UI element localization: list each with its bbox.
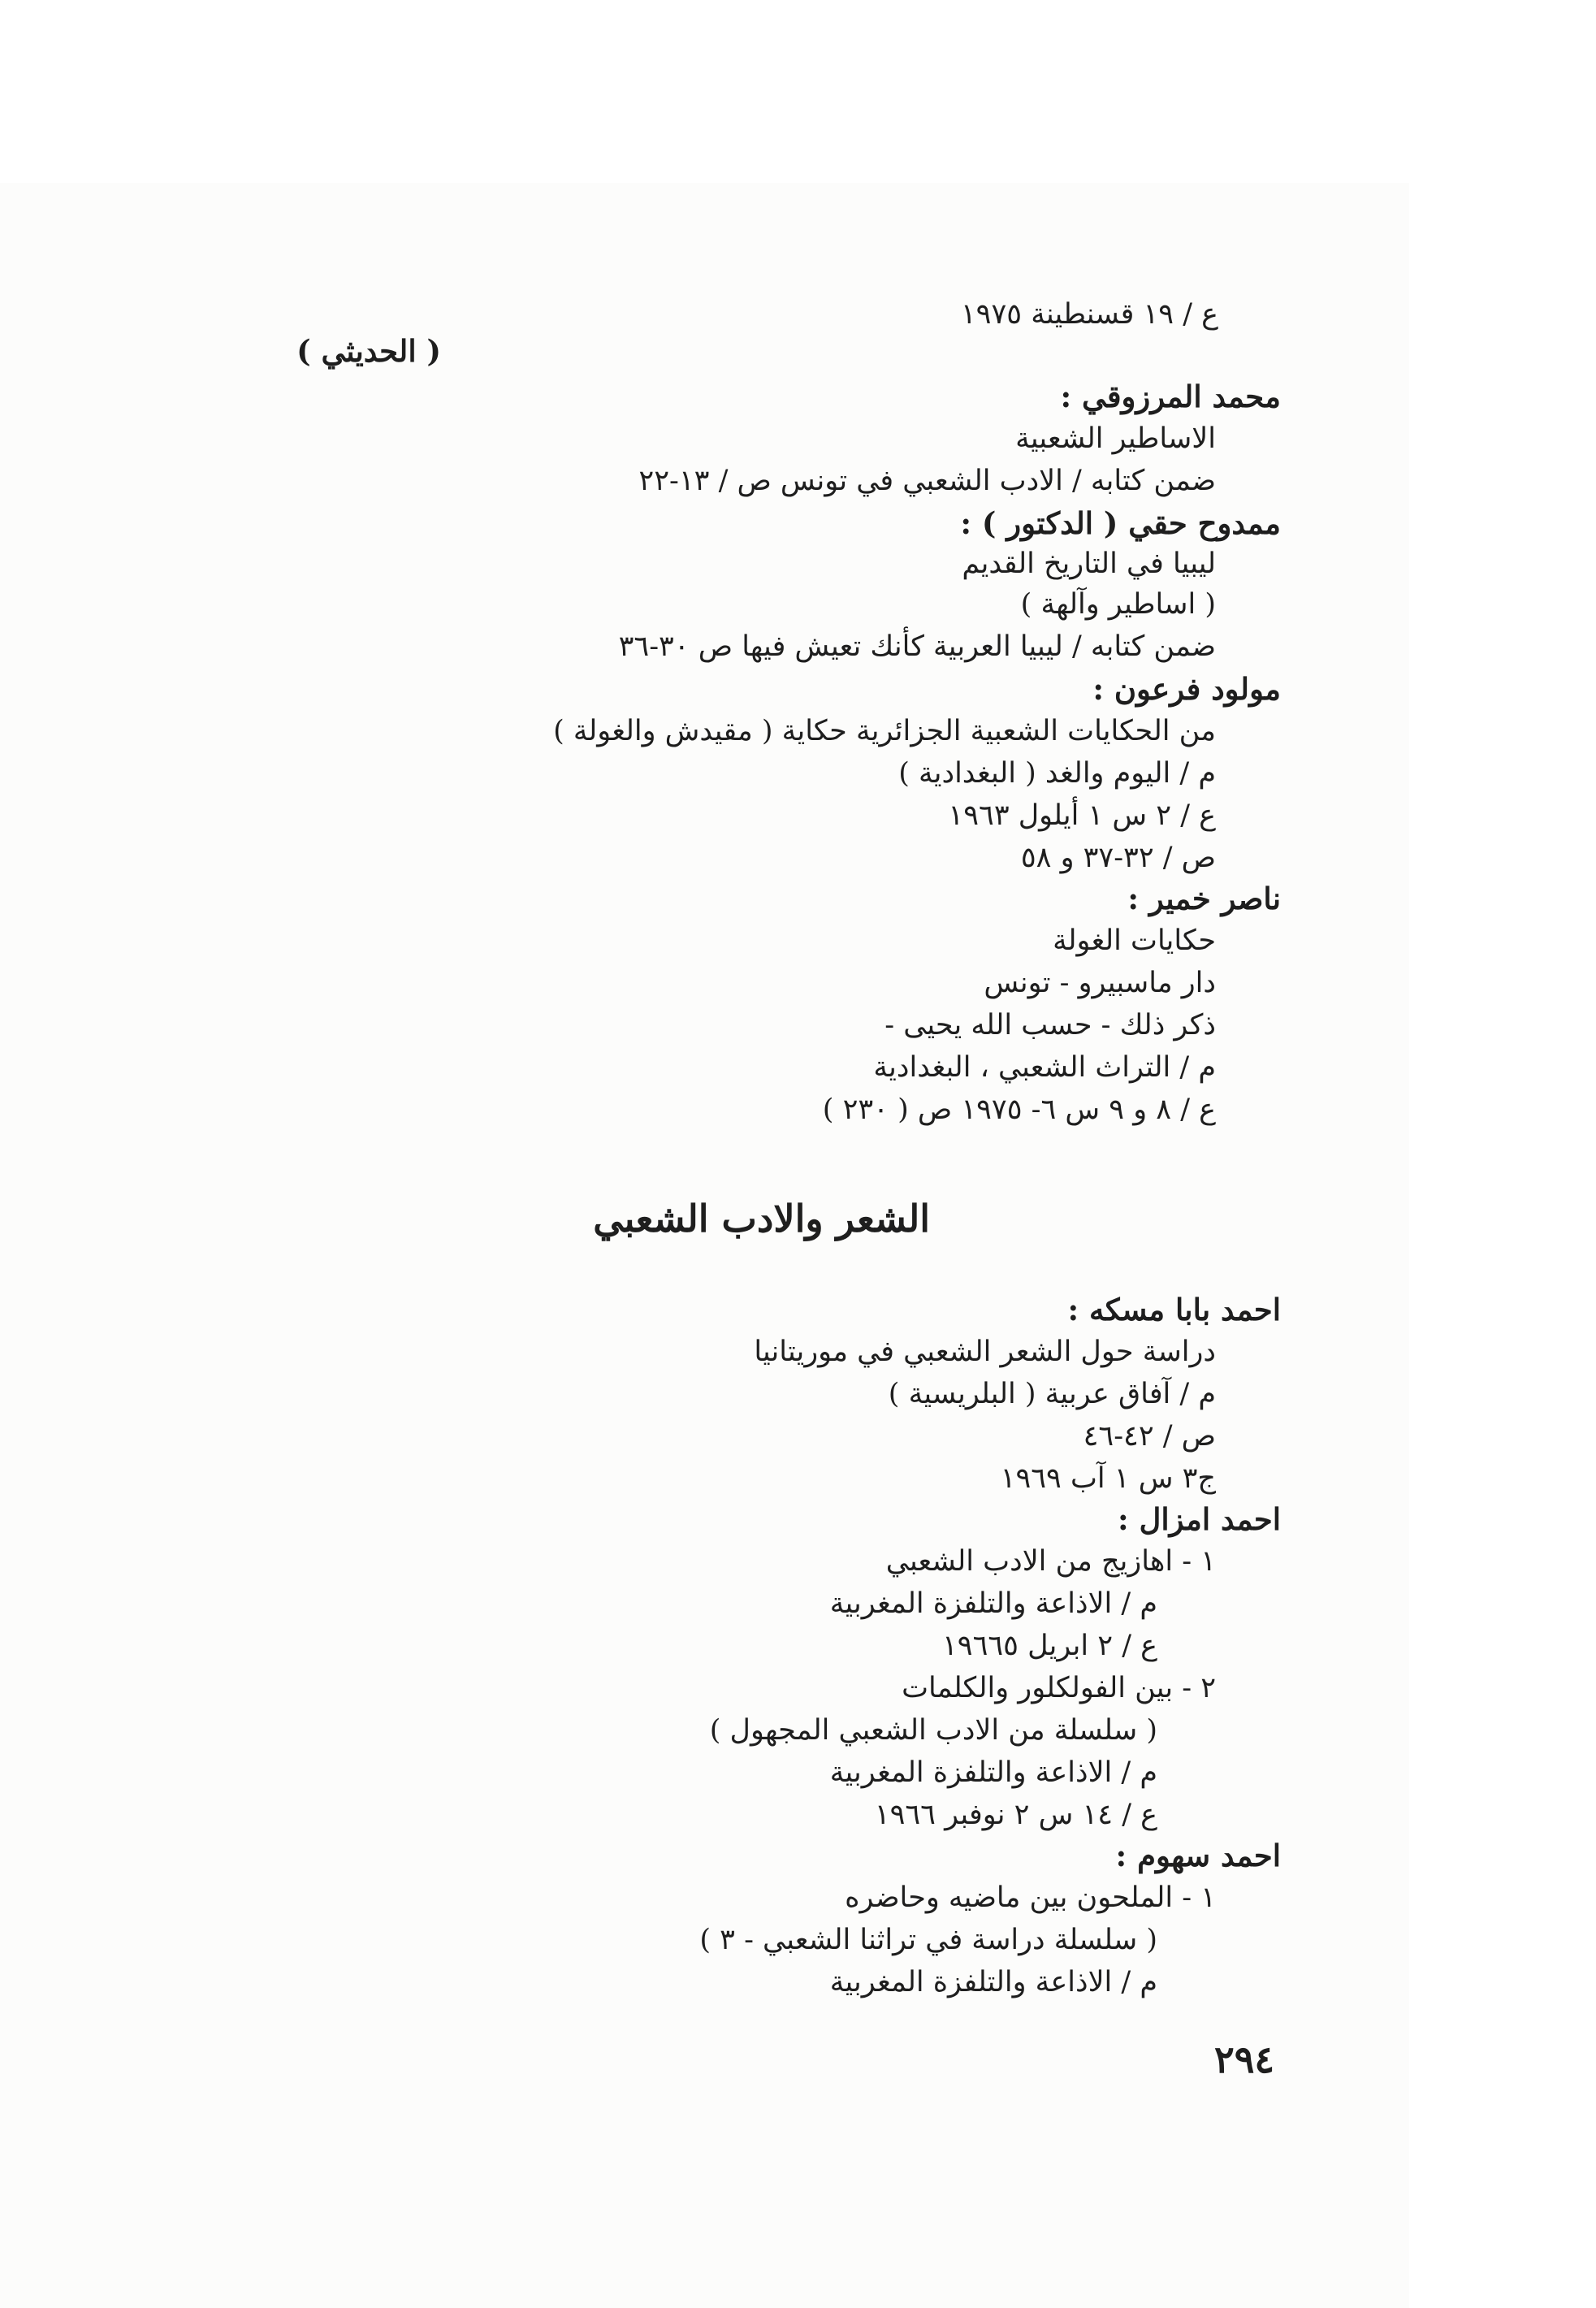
entry-line: م / آفاق عربية ( البلريسية ) <box>888 1378 1216 1410</box>
entry-line: الاساطير الشعبية <box>1015 422 1216 455</box>
entry-author: ناصر خمير : <box>1127 881 1281 916</box>
entry-line: حكايات الغولة <box>1053 924 1216 957</box>
entry-line: ( سلسلة دراسة في تراثنا الشعبي - ٣ ) <box>699 1924 1157 1956</box>
entry-line: ع / ٢ س ١ أيلول ١٩٦٣ <box>948 799 1216 832</box>
entry-line: ٢ - بين الفولكلور والكلمات <box>902 1672 1216 1704</box>
entry-line: ص / ٣٢-٣٧ و ٥٨ <box>1020 842 1216 874</box>
entry-line: ص / ٤٢-٤٦ <box>1083 1420 1216 1453</box>
entry-author: ممدوح حقي ( الدكتور ) : <box>960 505 1281 541</box>
entry-author: احمد سهوم : <box>1115 1838 1281 1873</box>
entry-line: ( اساطير وآلهة ) <box>1020 588 1216 621</box>
entry-line: ع / ١٤ س ٢ نوفبر ١٩٦٦ <box>874 1799 1157 1831</box>
section-title: الشعر والادب الشعبي <box>593 1197 930 1241</box>
entry-line: دراسة حول الشعر الشعبي في موريتانيا <box>754 1336 1216 1368</box>
entry-line: م / الاذاعة والتلفزة المغربية <box>829 1966 1157 1998</box>
author-note: ( الحديثي ) <box>296 333 441 369</box>
entry-line: ليبيا في التاريخ القديم <box>962 548 1216 580</box>
entry-line: م / الاذاعة والتلفزة المغربية <box>829 1756 1157 1789</box>
entry-line: ع / ٨ و ٩ س ٦- ١٩٧٥ ص ( ٢٣٠ ) <box>822 1093 1216 1126</box>
entry-line: ذكر ذلك - حسب الله يحيى - <box>885 1009 1216 1041</box>
issue-line: ع / ١٩ قسنطينة ١٩٧٥ <box>960 298 1218 331</box>
entry-author: مولود فرعون : <box>1092 671 1281 707</box>
page-number: ٢٩٤ <box>1214 2037 1275 2081</box>
entry-line: ج٣ س ١ آب ١٩٦٩ <box>1000 1462 1216 1495</box>
entry-author: محمد المرزوقي : <box>1060 379 1281 414</box>
entry-line: م / اليوم والغد ( البغدادية ) <box>898 757 1216 790</box>
entry-line: ( سلسلة من الادب الشعبي المجهول ) <box>709 1714 1157 1747</box>
entry-line: م / التراث الشعبي ، البغدادية <box>873 1051 1216 1084</box>
entry-line: ضمن كتابه / ليبيا العربية كأنك تعيش فيها ص ٣٠-٣٦ <box>618 630 1216 663</box>
entry-line: ع / ٢ ابريل ١٩٦٦٥ <box>941 1630 1157 1662</box>
page-sheet <box>0 183 1409 2308</box>
entry-line: من الحكايات الشعبية الجزائرية حكاية ( مقيدش والغولة ) <box>553 715 1216 747</box>
entry-line: ١ - الملحون بين ماضيه وحاضره <box>845 1881 1216 1914</box>
entry-author: احمد امزال : <box>1117 1501 1281 1537</box>
entry-line: م / الاذاعة والتلفزة المغربية <box>829 1587 1157 1620</box>
entry-line: دار ماسبيرو - تونس <box>984 967 1216 999</box>
entry-line: ١ - اهازيج من الادب الشعبي <box>885 1545 1216 1578</box>
entry-line: ضمن كتابه / الادب الشعبي في تونس ص / ١٣-٢٢ <box>638 465 1216 497</box>
entry-author: احمد بابا مسكه : <box>1067 1292 1281 1327</box>
